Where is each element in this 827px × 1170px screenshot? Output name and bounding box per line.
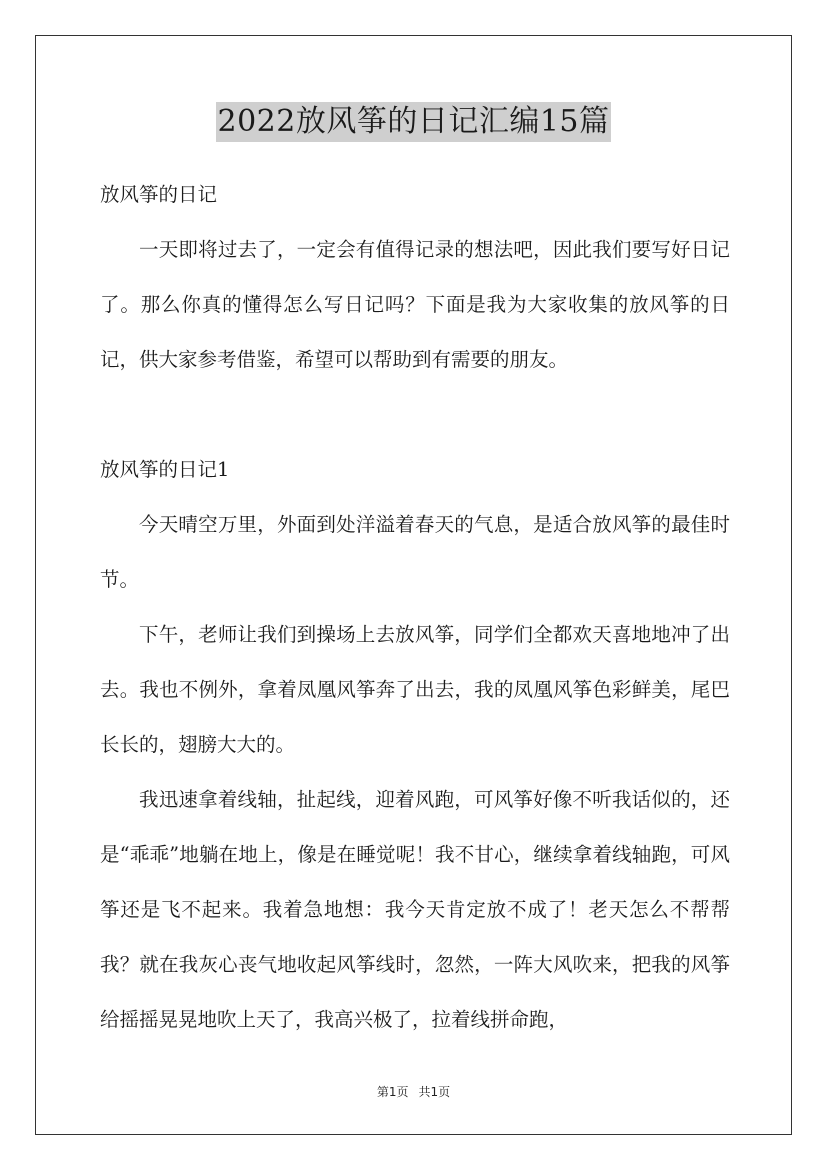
intro-paragraph: 一天即将过去了，一定会有值得记录的想法吧，因此我们要写好日记了。那么你真的懂得怎么写日记吗？下面是我为大家收集的放风筝的日记，供大家参考借鉴，希望可以帮助到有需要的朋友。	[100, 238, 730, 371]
body-paragraph-3: 我迅速拿着线轴，扯起线，迎着风跑，可风筝好像不听我话似的，还是“乖乖”地躺在地上，像是在睡觉呢！我不甘心，继续拿着线轴跑，可风筝还是飞不起来。我着急地想：我今天肯定放不成了！老天怎么不帮帮我？就在我灰心丧气地收起风筝线时，忽然，一阵大风吹来，把我的风筝给摇摇晃晃地吹上天了，我高兴极了，拉着线拼命跑，	[100, 788, 730, 1031]
intro-heading: 放风筝的日记	[100, 183, 218, 206]
section-spacer	[100, 387, 730, 442]
title-container	[0, 102, 827, 142]
document-body	[100, 167, 730, 1047]
page-total: 共1页	[418, 1085, 451, 1099]
body-paragraph-1: 今天晴空万里，外面到处洋溢着春天的气息，是适合放风筝的最佳时节。	[100, 513, 730, 591]
page-footer	[0, 1083, 827, 1101]
entry-heading: 放风筝的日记1	[100, 458, 230, 481]
page-number: 第1页	[376, 1085, 409, 1099]
document-title: 2022放风筝的日记汇编15篇	[216, 102, 610, 142]
body-paragraph-2: 下午，老师让我们到操场上去放风筝，同学们全都欢天喜地地冲了出去。我也不例外，拿着凤凰风筝奔了出去，我的凤凰风筝色彩鲜美，尾巴长长的，翅膀大大的。	[100, 623, 730, 756]
